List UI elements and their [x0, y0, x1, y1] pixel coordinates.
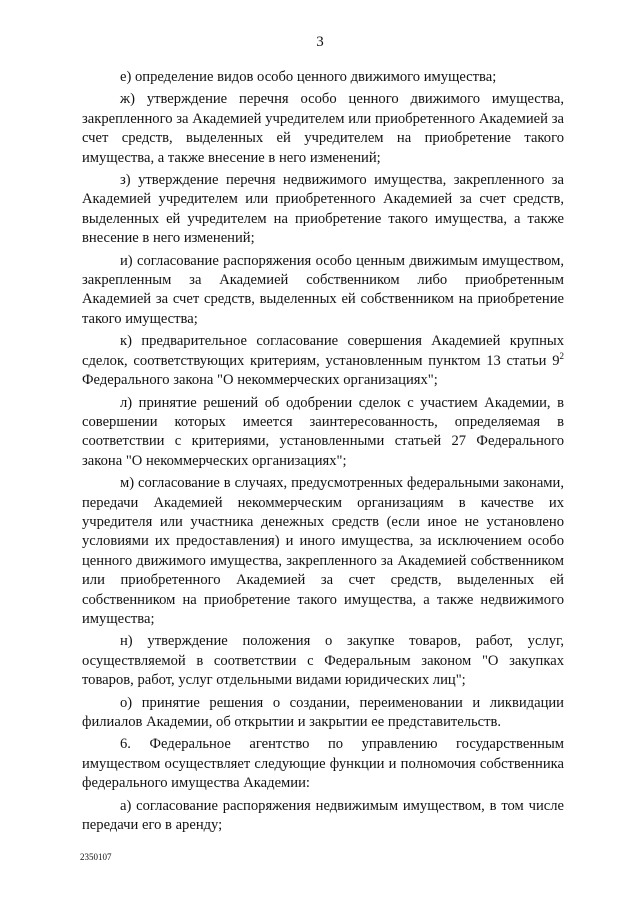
paragraph-k	[82, 332, 564, 390]
document-body	[82, 68, 564, 838]
paragraph-n: н) утверждение положения о закупке товаров, работ, услуг, осуществляемой в соответствии с Федеральным законом "О закупках товаров, работ, услуг отдельными видами юридических лиц";	[82, 633, 564, 689]
paragraph-z: з) утверждение перечня недвижимого имущества, закрепленного за Академией учредителем или приобретенного Академией за счет средств, выделенных ей учредителем на приобретение такого имущества, а также внесение в него изменений;	[82, 172, 564, 247]
paragraph-k-tail: Федерального закона "О некоммерческих организациях";	[82, 372, 438, 389]
paragraph-i: и) согласование распоряжения особо ценным движимым имуществом, закрепленным за Академией собственником либо приобретенным Академией за счет средств, выделенных ей собственником на приобретение такого имущества;	[82, 252, 564, 327]
document-code: 2350107	[80, 852, 112, 862]
paragraph-m: м) согласование в случаях, предусмотренных федеральными законами, передачи Академией некоммерческим организациям в качестве их учредителя или участника денежных средств (если иное не установлено условиями их предоставления) и иного имущества, за исключением особо ценного движимого имущества, закрепленного за Академией собственником или приобретенного Академией за счет средств, выделенных ей собственником на приобретение такого имущества, а также недвижимого имущества;	[82, 475, 564, 627]
paragraph-k-superscript: 2	[559, 350, 564, 361]
paragraph-e: е) определение видов особо ценного движимого имущества;	[120, 69, 497, 85]
paragraph-k-text: к) предварительное согласование совершения Академией крупных сделок, соответствующих критериям, установленным пунктом 13 статьи 9	[82, 333, 564, 369]
paragraph-6a: а) согласование распоряжения недвижимым имуществом, в том числе передачи его в аренду;	[82, 797, 564, 834]
paragraph-o: о) принятие решения о создании, переименовании и ликвидации филиалов Академии, об открытии и закрытии ее представительств.	[82, 694, 564, 730]
paragraph-l: л) принятие решений об одобрении сделок с участием Академии, в совершении которых имеется заинтересованность, определяемая в соответствии с критериями, установленными статьей 27 Федерального закона "О некоммерческих организациях";	[82, 394, 564, 469]
page-number: 3	[316, 34, 324, 50]
paragraph-6: 6. Федеральное агентство по управлению государственным имуществом осуществляет следующие функции и полномочия собственника федерального имущества Академии:	[82, 736, 564, 792]
paragraph-zh: ж) утверждение перечня особо ценного движимого имущества, закрепленного за Академией учредителем или приобретенного Академией за счет средств, выделенных ей учредителем на приобретение такого имущества, а также внесение в него изменений;	[82, 91, 564, 166]
